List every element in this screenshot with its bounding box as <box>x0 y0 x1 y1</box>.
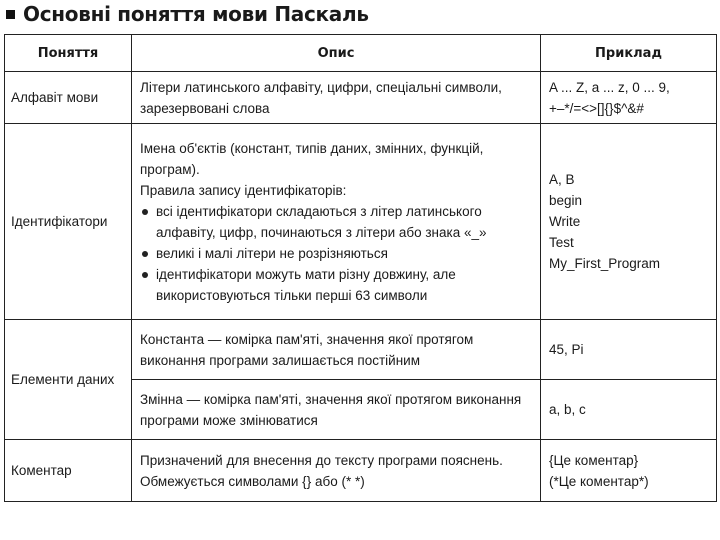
header-concept: Поняття <box>5 35 132 72</box>
header-example: Приклад <box>541 35 717 72</box>
alphabet-example-line: +–*/=<>[]{}$^&# <box>549 100 644 116</box>
comment-example-line: (*Це коментар*) <box>549 473 649 489</box>
identifiers-example-line: begin <box>549 193 583 208</box>
table-row-alphabet <box>5 72 717 124</box>
table-header-row <box>5 35 717 72</box>
list-item: великі і малі літери не розрізняються <box>140 243 532 264</box>
alphabet-example-line: A ... Z, a ... z, 0 ... 9, <box>549 79 670 95</box>
page-title-text: Основні поняття мови Паскаль <box>23 2 369 26</box>
identifiers-intro: Імена об'єктів (констант, типів даних, змінних, функцій, програм). <box>140 140 484 177</box>
identifiers-example-line: Test <box>549 235 574 250</box>
comment-example <box>541 440 717 502</box>
identifiers-rules-list <box>140 201 532 306</box>
comment-name: Коментар <box>5 440 132 502</box>
page-title <box>6 2 369 26</box>
variable-description: Змінна — комірка пам'яті, значення якої протягом виконання програми може змінюватися <box>132 380 541 440</box>
table-row-constant <box>5 320 717 380</box>
variable-example: a, b, c <box>541 380 717 440</box>
list-item: ідентифікатори можуть мати різну довжину, але використовуються тільки перші 63 символи <box>140 264 532 306</box>
table-row-identifiers <box>5 124 717 320</box>
table-row-comment <box>5 440 717 502</box>
alphabet-description: Літери латинського алфавіту, цифри, спеціальні символи, зарезервовані слова <box>132 72 541 124</box>
identifiers-example-line: Write <box>549 214 581 229</box>
identifiers-example-line: A, B <box>549 172 575 187</box>
constant-description: Константа — комірка пам'яті, значення якої протягом виконання програми залишається постійним <box>132 320 541 380</box>
square-bullet-icon <box>6 10 15 19</box>
alphabet-example <box>541 72 717 124</box>
identifiers-name: Ідентифікатори <box>5 124 132 320</box>
constant-example: 45, Pi <box>541 320 717 380</box>
identifiers-example <box>541 124 717 320</box>
data-elements-name: Елементи даних <box>5 320 132 440</box>
concepts-table <box>4 34 717 502</box>
identifiers-rules-title: Правила запису ідентифікаторів: <box>140 182 347 198</box>
header-description: Опис <box>132 35 541 72</box>
comment-example-line: {Це коментар} <box>549 452 639 468</box>
alphabet-name: Алфавіт мови <box>5 72 132 124</box>
identifiers-example-line: My_First_Program <box>549 256 661 271</box>
identifiers-description <box>132 124 541 320</box>
list-item: всі ідентифікатори складаються з літер латинського алфавіту, цифр, починаються з літери або знака «_» <box>140 201 532 243</box>
comment-description: Призначений для внесення до тексту програми пояснень. Обмежується символами {} або (* *) <box>132 440 541 502</box>
